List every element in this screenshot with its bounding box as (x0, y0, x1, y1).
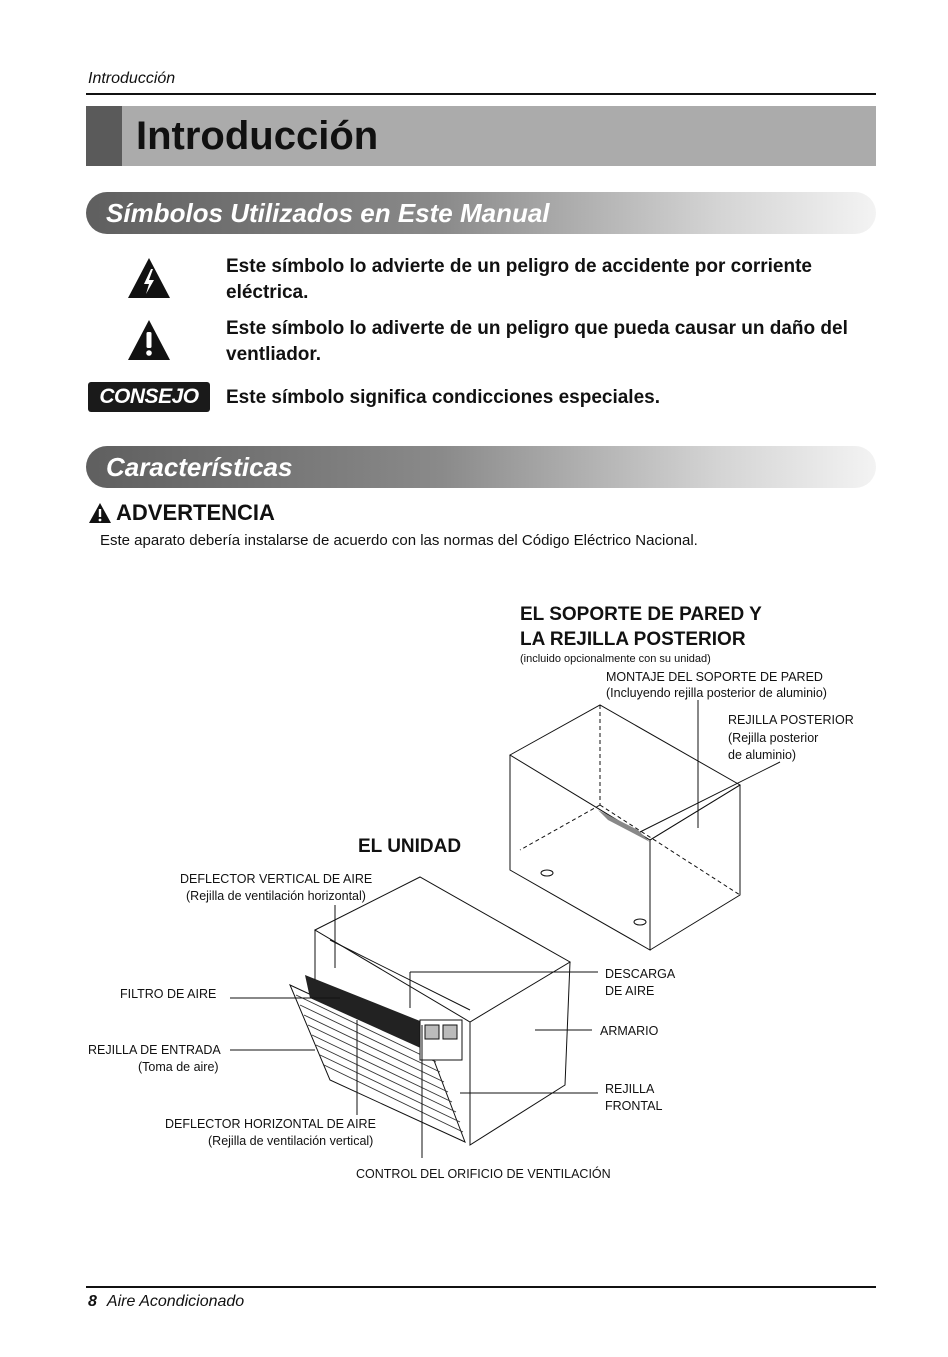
inlet-grille-line2: (Toma de aire) (138, 1060, 219, 1074)
front-grille-line1: REJILLA (605, 1082, 655, 1096)
sleeve-title-line1: EL SOPORTE DE PARED Y (520, 604, 762, 625)
front-grille-line2: FRONTAL (605, 1099, 663, 1113)
horizontal-deflector-line1: DEFLECTOR HORIZONTAL DE AIRE (165, 1117, 376, 1131)
section-heading-symbols: Símbolos Utilizados en Este Manual (106, 198, 550, 228)
warning-label: ADVERTENCIA (116, 500, 275, 525)
rear-grille-line2: (Rejilla posterior (728, 731, 819, 745)
page-number: 8 (88, 1293, 97, 1310)
footer-rule (86, 1286, 876, 1288)
vent-control-label: CONTROL DEL ORIFICIO DE VENTILACIÓN (356, 1167, 611, 1181)
page-title: Introducción (136, 114, 379, 158)
unit-title: EL UNIDAD (358, 836, 462, 857)
warning-text: Este aparato debería instalarse de acuerdo con las normas del Código Eléctrico Nacional. (100, 532, 698, 549)
vertical-deflector-line1: DEFLECTOR VERTICAL DE AIRE (180, 872, 373, 886)
unit-drawing (290, 877, 570, 1145)
electric-shock-warning-icon (126, 256, 172, 300)
warning-triangle-icon (88, 502, 112, 524)
symbol-text-caution: Este símbolo lo adiverte de un peligro que pueda causar un daño del ventliador. (226, 318, 848, 365)
title-block (86, 106, 122, 166)
air-conditioner-diagram (0, 580, 948, 1200)
footer-title: Aire Acondicionado (106, 1293, 245, 1310)
rear-grille-line3: de aluminio) (728, 748, 797, 762)
air-discharge-line1: DESCARGA (605, 967, 676, 981)
rear-grille-line1: REJILLA POSTERIOR (728, 713, 854, 727)
section-heading-features: Características (106, 452, 293, 482)
horizontal-deflector-line2: (Rejilla de ventilación vertical) (208, 1134, 374, 1148)
vertical-deflector-line2: (Rejilla de ventilación horizontal) (186, 889, 366, 903)
symbol-text-electric: Este símbolo lo advierte de un peligro de accidente por corriente eléctrica. (226, 256, 812, 303)
header-rule (86, 93, 876, 95)
exclamation-warning-icon (126, 318, 172, 362)
symbol-text-tip: Este símbolo significa condicciones especiales. (226, 387, 660, 408)
cabinet-label: ARMARIO (600, 1024, 659, 1038)
sleeve-title-line2: LA REJILLA POSTERIOR (520, 629, 746, 650)
air-filter-label: FILTRO DE AIRE (120, 987, 217, 1001)
consejo-badge: CONSEJO (88, 382, 210, 412)
sleeve-note: (incluido opcionalmente con su unidad) (520, 653, 711, 665)
inlet-grille-line1: REJILLA DE ENTRADA (88, 1043, 221, 1057)
footer (88, 1293, 244, 1311)
wall-sleeve-drawing (510, 705, 740, 950)
sleeve-mount-line2: (Incluyendo rejilla posterior de aluminio) (606, 686, 827, 700)
sleeve-mount-line1: MONTAJE DEL SOPORTE DE PARED (606, 670, 823, 684)
air-discharge-line2: DE AIRE (605, 984, 655, 998)
warning-heading (88, 500, 275, 526)
running-header: Introducción (88, 70, 176, 87)
